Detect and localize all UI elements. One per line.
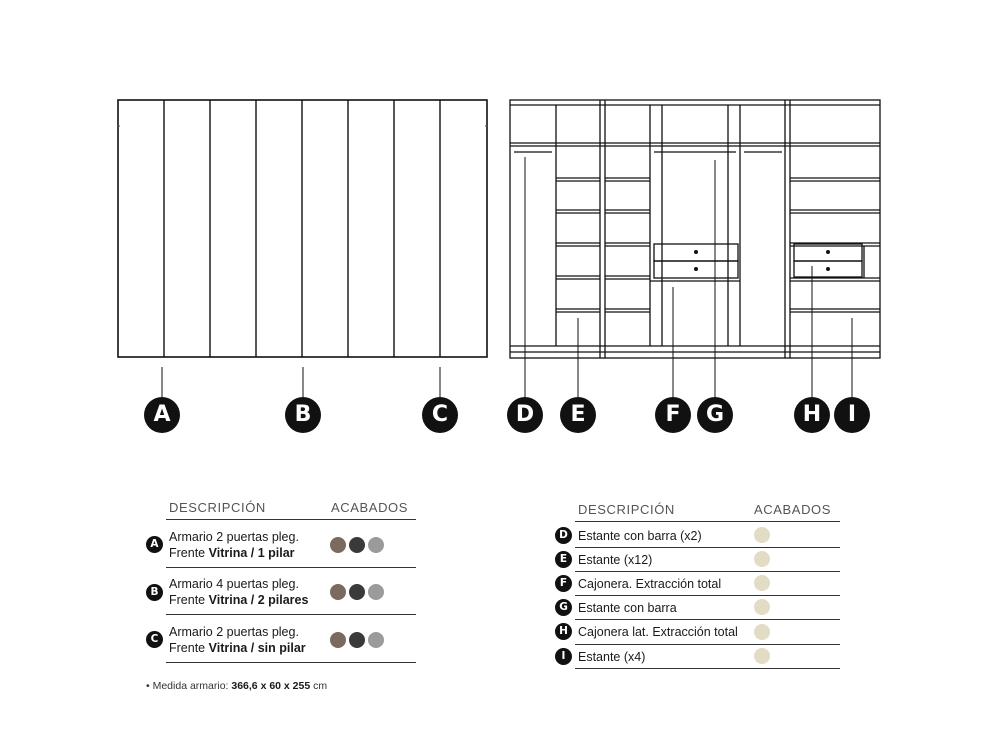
left-row-rule [166,567,416,568]
finish-swatch-grey [368,584,384,600]
left-row-a-line1: Armario 2 puertas pleg. [169,530,299,544]
finish-swatch-cream [754,624,770,640]
left-row-rule [166,614,416,615]
right-row-rule [575,619,840,620]
callout-f: F [655,397,691,433]
left-header-rule [166,519,416,520]
right-row-e-text: Estante (x12) [578,553,653,567]
left-row-c-line2: Frente Vitrina / sin pilar [169,641,306,655]
left-row-rule [166,662,416,663]
row-badge-d: D [555,527,572,544]
right-row-i-text: Estante (x4) [578,650,646,664]
finish-swatch-cream [754,599,770,615]
right-row-rule [575,547,840,548]
callout-a: A [144,397,180,433]
finish-swatch-cream [754,527,770,543]
left-header-description: DESCRIPCIÓN [169,500,266,515]
finish-swatch-cream [754,551,770,567]
right-row-g-text: Estante con barra [578,601,677,615]
left-header-finishes: ACABADOS [331,500,409,515]
callout-h: H [794,397,830,433]
finish-swatch-brown [330,537,346,553]
right-row-rule [575,644,840,645]
row-badge-h: H [555,623,572,640]
callout-i: I [834,397,870,433]
finish-swatch-brown [330,632,346,648]
row-badge-i: I [555,648,572,665]
finish-swatch-grey [368,537,384,553]
callout-g: G [697,397,733,433]
right-row-h-text: Cajonera lat. Extracción total [578,625,738,639]
finish-swatch-cream [754,648,770,664]
finish-swatch-dark [349,537,365,553]
right-header-finishes: ACABADOS [754,502,832,517]
left-row-b-line2: Frente Vitrina / 2 pilares [169,593,309,607]
leader-lines [162,157,852,398]
row-badge-a: A [146,536,163,553]
row-badge-f: F [555,575,572,592]
row-badge-b: B [146,584,163,601]
right-header-rule [575,521,840,522]
left-row-b-text [169,576,308,608]
callout-c: C [422,397,458,433]
left-row-a-line2: Frente Vitrina / 1 pilar [169,546,295,560]
right-row-rule [575,571,840,572]
finish-swatch-grey [368,632,384,648]
callout-d: D [507,397,543,433]
interior-view [510,100,880,358]
right-row-f-text: Cajonera. Extracción total [578,577,722,591]
right-row-d-text: Estante con barra (x2) [578,529,702,543]
right-row-rule [575,668,840,669]
callout-e: E [560,397,596,433]
left-row-c-line1: Armario 2 puertas pleg. [169,625,299,639]
row-badge-c: C [146,631,163,648]
left-row-b-line1: Armario 4 puertas pleg. [169,577,299,591]
right-row-rule [575,595,840,596]
finish-swatch-dark [349,632,365,648]
finish-swatch-dark [349,584,365,600]
finish-swatch-cream [754,575,770,591]
right-header-description: DESCRIPCIÓN [578,502,675,517]
left-row-a-text [169,529,299,561]
row-badge-e: E [555,551,572,568]
callout-b: B [285,397,321,433]
left-row-c-text [169,624,306,656]
finish-swatch-brown [330,584,346,600]
wardrobe-size-note: • Medida armario: 366,6 x 60 x 255 cm [146,680,328,692]
front-view [118,100,487,357]
row-badge-g: G [555,599,572,616]
